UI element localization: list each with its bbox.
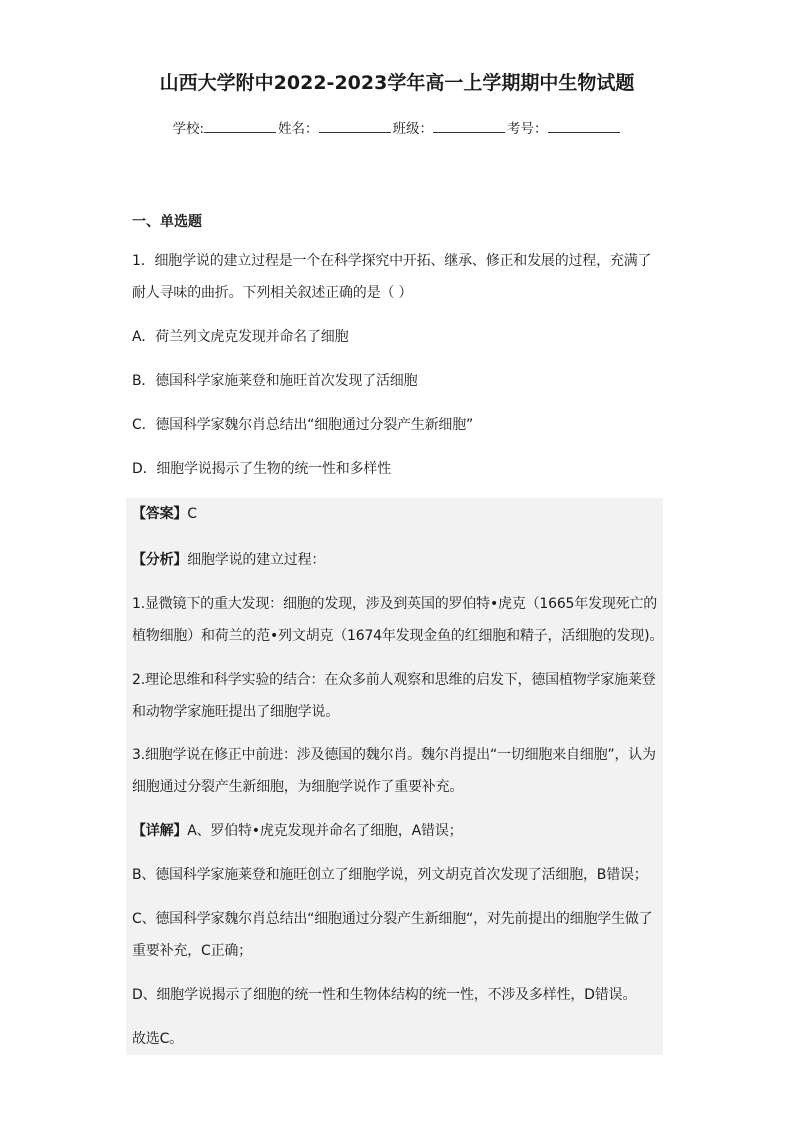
- detail-conclusion: 故选C。: [132, 1031, 183, 1047]
- section-heading: 一、单选题: [132, 214, 202, 230]
- name-blank: [319, 120, 391, 133]
- analysis-label: 【分析】: [132, 552, 188, 568]
- option-d: D．细胞学说揭示了生物的统一性和多样性: [132, 461, 391, 477]
- question-line-1: 1．细胞学说的建立过程是一个在科学探究中开拓、继承、修正和发展的过程，充满了: [132, 253, 652, 269]
- analysis-intro: 细胞学说的建立过程：: [187, 552, 326, 568]
- detail-line-d: D、细胞学说揭示了细胞的统一性和生物体结构的统一性，不涉及多样性，D错误。: [132, 987, 637, 1003]
- name-label: 姓名：: [278, 121, 319, 137]
- page-title: 山西大学附中2022-2023学年高一上学期期中生物试题: [159, 72, 635, 94]
- number-blank: [548, 120, 620, 133]
- school-label: 学校:: [172, 121, 205, 137]
- detail-a: A、罗伯特•虎克发现并命名了细胞，A错误；: [187, 823, 463, 839]
- detail-line-b: B、德国科学家施莱登和施旺创立了细胞学说，列文胡克首次发现了活细胞，B错误；: [132, 867, 648, 883]
- analysis-p3-line-1: 3.细胞学说在修正中前进：涉及德国的魏尔肖。魏尔肖提出“一切细胞来自细胞”，认为: [132, 747, 656, 763]
- answer-value: C: [187, 506, 197, 522]
- class-label: 班级：: [392, 121, 434, 137]
- detail-line-c-2: 重要补充，C正确；: [132, 943, 252, 959]
- number-label: 考号：: [507, 121, 548, 137]
- answer-line: [132, 504, 197, 524]
- analysis-p1-line-1: 1.显微镜下的重大发现：细胞的发现，涉及到英国的罗伯特•虎克（1665年发现死亡的: [132, 596, 658, 612]
- option-c: C．德国科学家魏尔肖总结出“细胞通过分裂产生新细胞”: [132, 417, 474, 433]
- analysis-p2-line-1: 2.理论思维和科学实验的结合：在众多前人观察和思维的启发下，德国植物学家施莱登: [132, 672, 656, 688]
- detail-label: 【详解】: [132, 823, 188, 839]
- analysis-line: [132, 550, 325, 570]
- detail-line-c-1: C、德国科学家魏尔肖总结出“细胞通过分裂产生新细胞“，对先前提出的细胞学生做了: [132, 911, 653, 927]
- detail-line-a: [132, 821, 462, 841]
- option-a: A．荷兰列文虎克发现并命名了细胞: [132, 329, 349, 345]
- question-line-2: 耐人寻味的曲折。下列相关叙述正确的是（ ）: [132, 285, 413, 301]
- analysis-p2-line-2: 和动物学家施旺提出了细胞学说。: [132, 704, 339, 720]
- school-blank: [204, 120, 276, 133]
- class-blank: [433, 120, 505, 133]
- analysis-p1-line-2: 植物细胞）和荷兰的范•列文胡克（1674年发现金鱼的红细胞和精子，活细胞的发现)。: [132, 628, 664, 644]
- answer-label: 【答案】: [132, 506, 188, 522]
- student-info-row: [0, 117, 794, 137]
- analysis-p3-line-2: 细胞通过分裂产生新细胞，为细胞学说作了重要补充。: [132, 779, 464, 795]
- option-b: B．德国科学家施莱登和施旺首次发现了活细胞: [132, 373, 418, 389]
